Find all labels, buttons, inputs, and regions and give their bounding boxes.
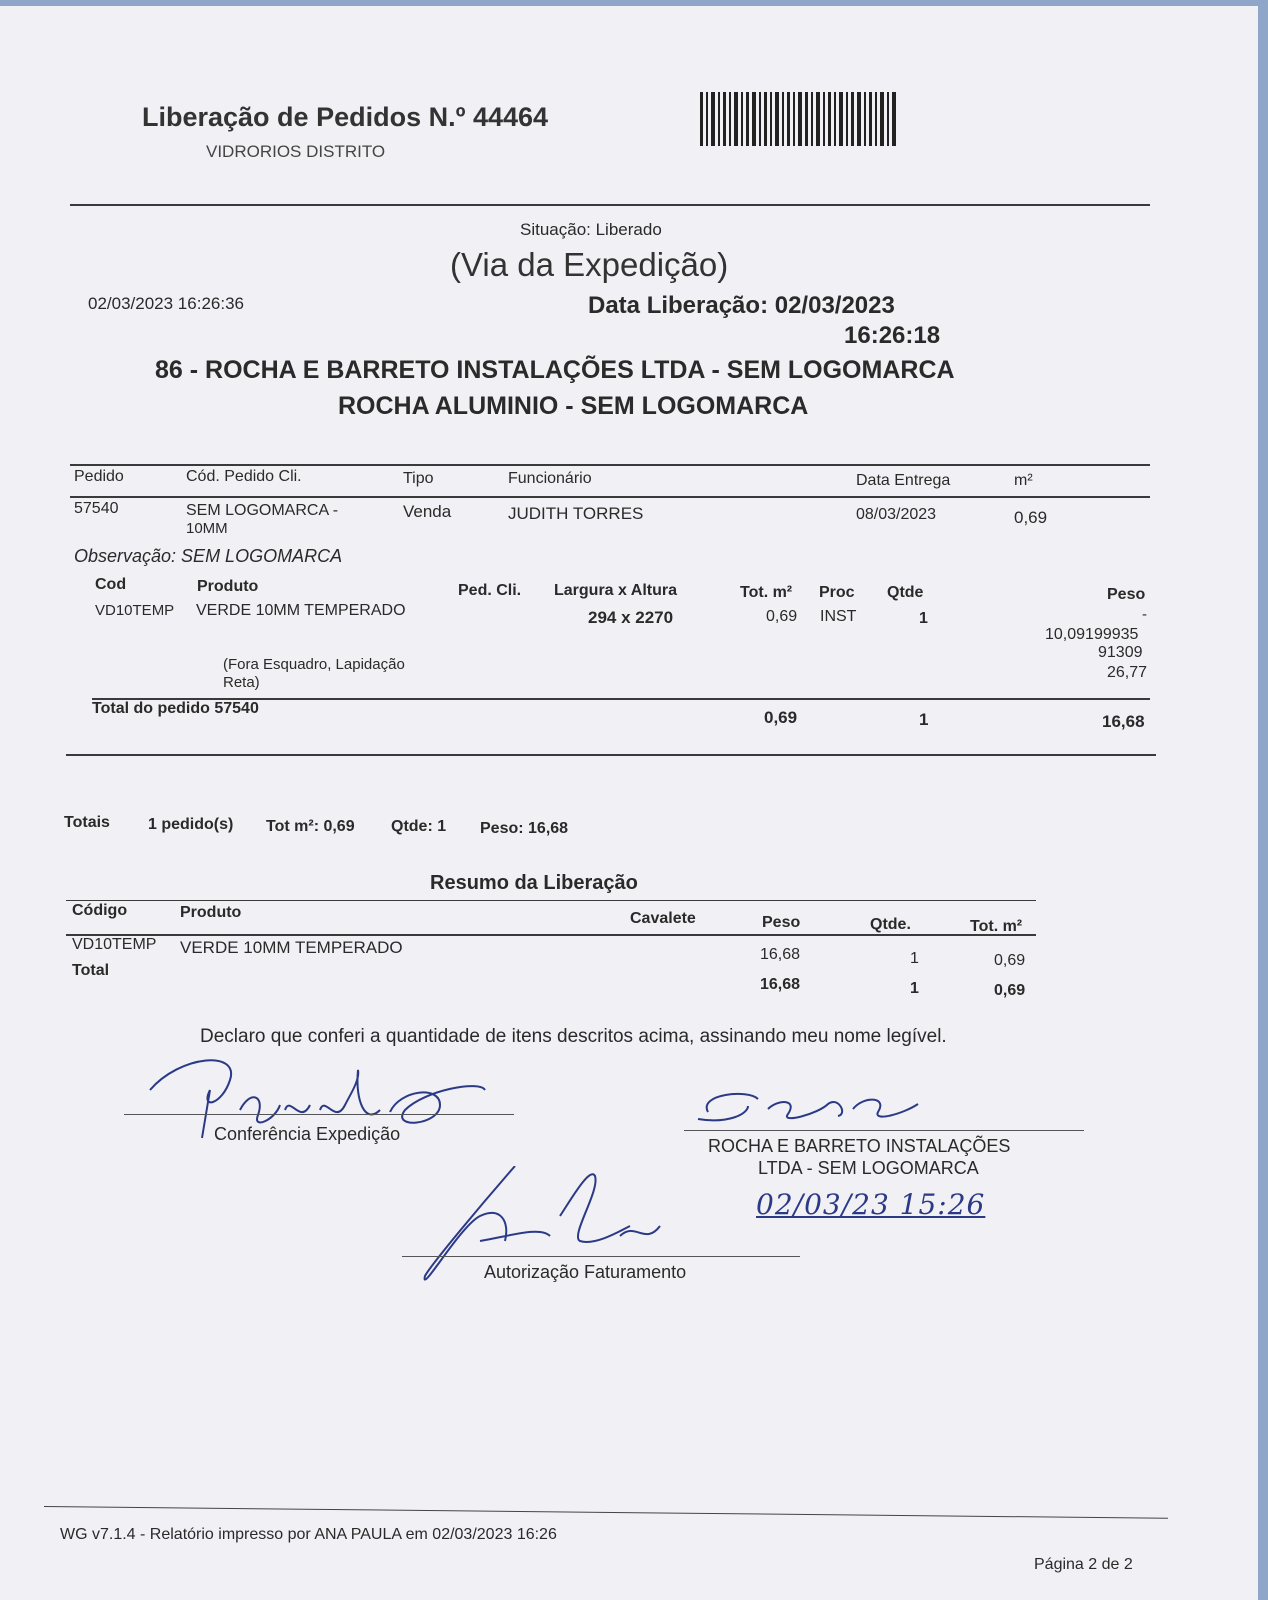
summary-total-peso: 16,68 <box>760 976 801 993</box>
item-cod: VD10TEMP <box>95 602 175 619</box>
col-header-m2: m² <box>1014 472 1033 489</box>
summary-total-qtde: 1 <box>910 980 919 997</box>
item-header-cod: Cod <box>95 576 127 593</box>
release-date: Data Liberação: 02/03/2023 <box>588 292 895 319</box>
conferencia-label: Conferência Expedição <box>214 1124 401 1144</box>
col-header-pedido: Pedido <box>74 468 124 485</box>
item-peso-line1: 10,09199935 <box>1045 626 1139 643</box>
item-header-largura-altura: Largura x Altura <box>554 582 677 599</box>
summary-title: Resumo da Liberação <box>430 872 638 894</box>
client-name: 86 - ROCHA E BARRETO INSTALAÇÕES LTDA - SEM LOGOMARCA <box>155 356 955 384</box>
handwritten-date: 02/03/23 15:26 <box>756 1188 986 1221</box>
items-total-m2: 0,69 <box>764 708 798 727</box>
item-peso-line2: 91309 <box>1098 644 1143 661</box>
summary-codigo: VD10TEMP <box>72 936 157 953</box>
totals-pedidos: 1 pedido(s) <box>148 816 234 833</box>
conferencia-signature-line <box>124 1114 514 1115</box>
item-header-produto: Produto <box>197 578 259 595</box>
item-peso-line3: 26,77 <box>1107 664 1148 681</box>
summary-top-rule <box>66 900 1036 901</box>
company-name: VIDRORIOS DISTRITO <box>206 142 386 161</box>
item-note-line1: (Fora Esquadro, Lapidação <box>223 656 405 673</box>
summary-header-rule <box>66 934 1036 936</box>
item-dimensions: 294 x 2270 <box>588 608 674 627</box>
order-pedido: 57540 <box>74 500 119 517</box>
totals-m2: Tot m²: 0,69 <box>266 818 355 835</box>
order-cod-line2: 10MM <box>186 520 228 537</box>
summary-header-produto: Produto <box>180 904 242 921</box>
signature-george <box>688 1084 938 1130</box>
summary-total-tot-m2: 0,69 <box>994 982 1026 999</box>
release-time: 16:26:18 <box>844 322 941 349</box>
items-total-label: Total do pedido 57540 <box>92 700 259 717</box>
summary-header-peso: Peso <box>762 914 801 931</box>
col-header-data-entrega: Data Entrega <box>856 472 951 489</box>
items-bottom-rule <box>66 754 1156 756</box>
totals-peso: Peso: 16,68 <box>480 820 569 837</box>
autorizacao-signature-line <box>402 1256 800 1257</box>
autorizacao-label: Autorização Faturamento <box>484 1262 687 1282</box>
order-observation: Observação: SEM LOGOMARCA <box>74 546 343 566</box>
summary-total-label: Total <box>72 962 110 979</box>
header-divider <box>70 204 1150 206</box>
document-title: Liberação de Pedidos N.º 44464 <box>142 102 549 132</box>
item-proc: INST <box>820 608 857 625</box>
order-funcionario: JUDITH TORRES <box>508 504 644 523</box>
item-produto: VERDE 10MM TEMPERADO <box>196 602 406 619</box>
item-header-peso: Peso <box>1107 586 1146 603</box>
declaration-text: Declaro que conferi a quantidade de itens descritos acima, assinando meu nome legível. <box>200 1026 947 1047</box>
item-qtde: 1 <box>919 610 928 627</box>
order-table-header-rule <box>70 496 1150 498</box>
client-signature-name-line1: ROCHA E BARRETO INSTALAÇÕES <box>708 1136 1011 1156</box>
item-header-qtde: Qtde <box>887 584 924 601</box>
print-timestamp: 02/03/2023 16:26:36 <box>88 294 244 313</box>
summary-header-qtde: Qtde. <box>870 916 911 933</box>
order-cod-line1: SEM LOGOMARCA - <box>186 502 339 519</box>
item-header-tot-m2: Tot. m² <box>740 584 793 601</box>
summary-produto: VERDE 10MM TEMPERADO <box>180 938 403 957</box>
summary-header-cavalete: Cavalete <box>630 910 696 927</box>
totals-qtde: Qtde: 1 <box>391 818 447 835</box>
summary-qtde: 1 <box>910 950 919 967</box>
footer-printed-by: WG v7.1.4 - Relatório impresso por ANA PAULA em 02/03/2023 16:26 <box>60 1526 557 1543</box>
client-signature-line <box>684 1130 1084 1131</box>
col-header-funcionario: Funcionário <box>508 470 592 487</box>
items-total-peso: 16,68 <box>1102 712 1145 731</box>
order-m2: 0,69 <box>1014 508 1048 527</box>
summary-peso: 16,68 <box>760 946 801 963</box>
footer-rule <box>44 1506 1168 1519</box>
items-total-qtde: 1 <box>919 710 929 729</box>
summary-header-codigo: Código <box>72 902 128 919</box>
item-tot-m2: 0,69 <box>766 608 798 625</box>
status-label: Situação: Liberado <box>520 220 662 239</box>
item-header-proc: Proc <box>819 584 855 601</box>
col-header-tipo: Tipo <box>403 470 434 487</box>
item-header-ped-cli: Ped. Cli. <box>458 582 522 599</box>
copy-label: (Via da Expedição) <box>450 246 729 283</box>
summary-tot-m2: 0,69 <box>994 952 1026 969</box>
order-table-top-rule <box>70 464 1150 466</box>
summary-header-tot-m2: Tot. m² <box>970 918 1023 935</box>
item-note-line2: Reta) <box>223 674 260 691</box>
col-header-cod-pedido-cli: Cód. Pedido Cli. <box>186 468 302 485</box>
item-peso-dash: - <box>1142 606 1147 623</box>
barcode <box>700 92 896 146</box>
totals-label: Totais <box>64 814 110 831</box>
client-signature-name-line2: LTDA - SEM LOGOMARCA <box>758 1158 979 1178</box>
order-data-entrega: 08/03/2023 <box>856 506 937 523</box>
order-tipo: Venda <box>403 502 452 521</box>
document-page <box>0 6 1258 1600</box>
client-subname: ROCHA ALUMINIO - SEM LOGOMARCA <box>338 392 809 420</box>
footer-page-number: Página 2 de 2 <box>1034 1556 1133 1573</box>
